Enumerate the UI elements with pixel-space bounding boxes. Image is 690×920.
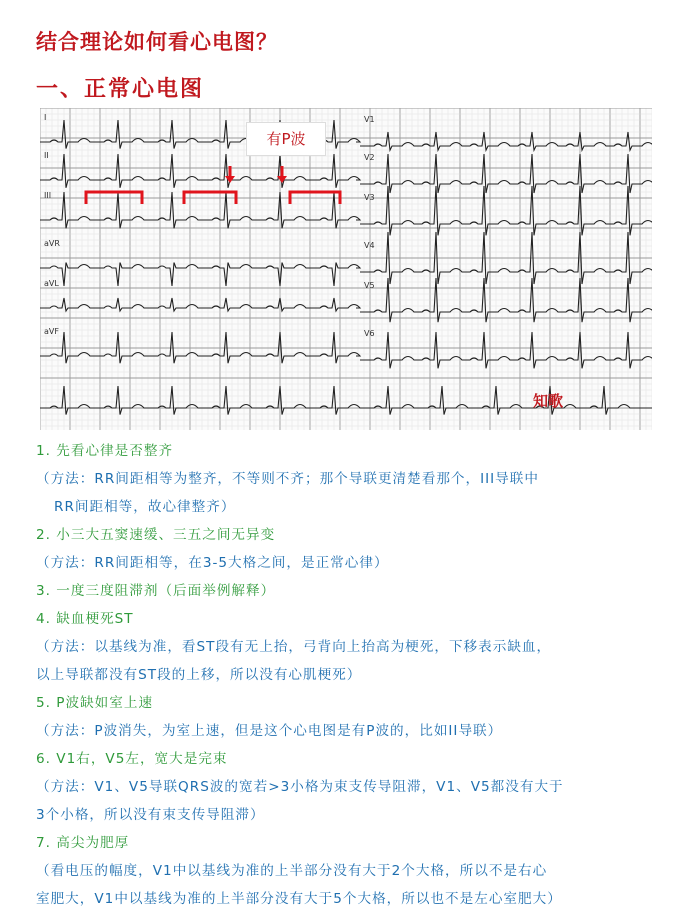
lead-label: I (44, 113, 47, 122)
lead-label: aVL (44, 279, 59, 288)
list-note: （方法：RR间距相等，在3-5大格之间，是正常心律） (36, 555, 389, 571)
ecg-image (40, 108, 652, 430)
list-heading: 5. P波缺如室上速 (36, 695, 154, 711)
list-note: 3个小格，所以没有束支传导阻滞） (36, 807, 265, 823)
ecg-trace (40, 108, 652, 430)
list-note: （方法：RR间距相等为整齐，不等则不齐；那个导联更清楚看那个，III导联中 (36, 471, 539, 487)
list-note: （方法：P波消失，为室上速，但是这个心电图是有P波的，比如II导联） (36, 723, 503, 739)
list-heading: 1. 先看心律是否整齐 (36, 443, 174, 459)
page-title: 结合理论如何看心电图？ (36, 30, 278, 54)
list-note: 室肥大，V1中以基线为准的上半部分没有大于5个大格，所以也不是左心室肥大） (36, 891, 562, 907)
lead-label: V1 (364, 115, 375, 124)
explanation-list (36, 437, 666, 913)
lead-label: II (44, 151, 49, 160)
lead-label: V6 (364, 329, 375, 338)
list-heading: 7. 高尖为肥厚 (36, 835, 130, 851)
lead-label: III (44, 191, 52, 200)
p-wave-annotation: 有P波 (246, 122, 326, 156)
lead-label: V3 (364, 193, 375, 202)
list-note: （看电压的幅度，V1中以基线为准的上半部分没有大于2个大格，所以不是右心 (36, 863, 548, 879)
list-note: RR间距相等，故心律整齐） (54, 499, 236, 515)
watermark: 知歌 (533, 392, 564, 410)
section-heading: 一、正常心电图 (36, 77, 205, 102)
lead-label: aVF (44, 327, 59, 336)
list-note: （方法：以基线为准，看ST段有无上抬，弓背向上抬高为梗死，下移表示缺血， (36, 639, 552, 655)
lead-label: V5 (364, 281, 375, 290)
list-heading: 4. 缺血梗死ST (36, 611, 134, 627)
lead-label: V4 (364, 241, 375, 250)
lead-label: aVR (44, 239, 60, 248)
list-heading: 6. V1右，V5左，宽大是完束 (36, 751, 228, 767)
list-note: （方法：V1、V5导联QRS波的宽若>3小格为束支传导阻滞，V1、V5都没有大于 (36, 779, 564, 795)
list-heading: 2. 小三大五窦速缓、三五之间无异变 (36, 527, 276, 543)
list-heading: 3. 一度三度阻滞剂（后面举例解释） (36, 583, 276, 599)
lead-label: V2 (364, 153, 375, 162)
list-note: 以上导联都没有ST段的上移，所以没有心肌梗死） (36, 667, 362, 683)
